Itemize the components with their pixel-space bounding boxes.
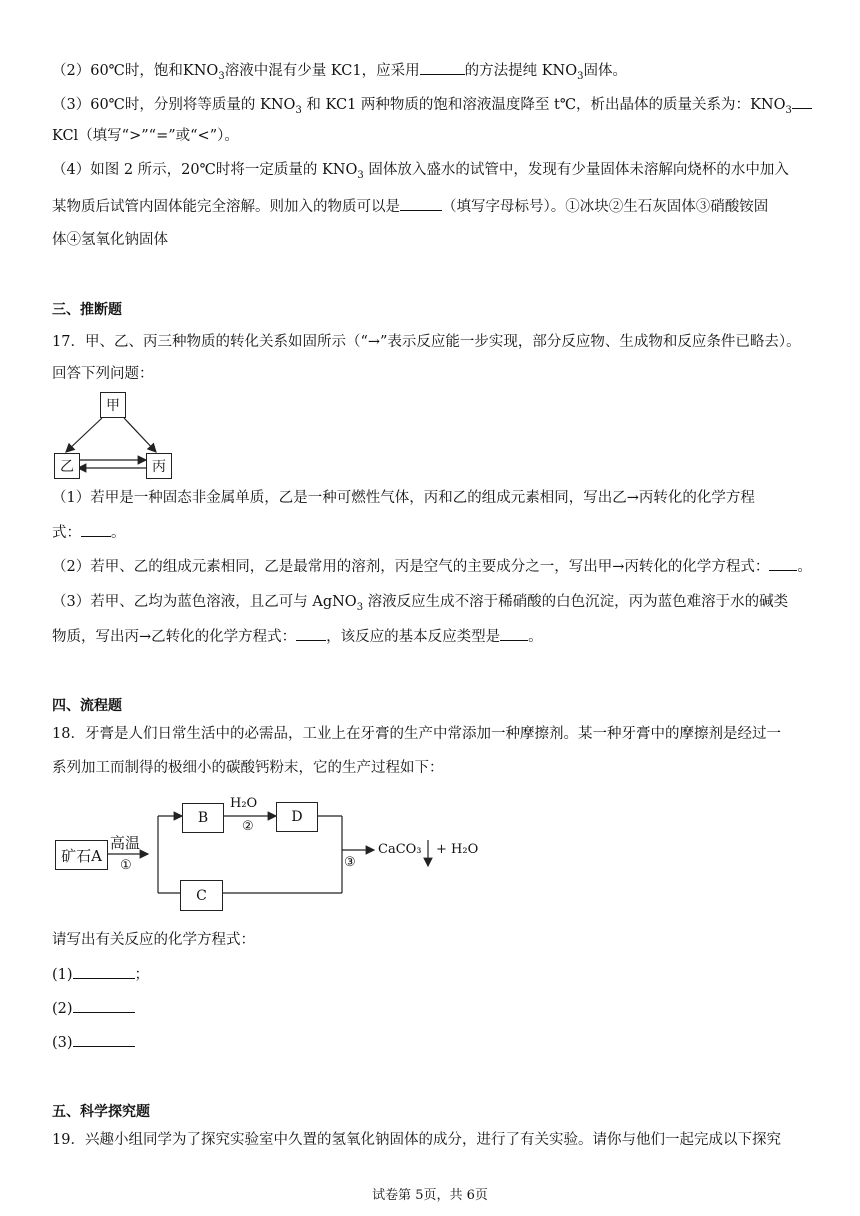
q18-intro-line1: 18．牙膏是人们日常生活中的必需品，工业上在牙膏的生产中常添加一种摩擦剂。某一种牙膏中的摩擦剂是经过一 xyxy=(52,726,781,742)
q19-intro: 19．兴趣小组同学为了探究实验室中久置的氢氧化钠固体的成分，进行了有关实验。请你与他们一起完成以下探究 xyxy=(52,1132,781,1148)
q16-part2: （2）60℃时，饱和$KNO_3$溶液中混有少量 KC1，应采用 的方法提纯 $KNO_3$固体。 xyxy=(52,60,627,81)
flow-node-d: D xyxy=(276,802,318,832)
flow-plus-water: + H₂O xyxy=(436,842,479,857)
q16-part3-line1: （3）60℃时，分别将等质量的 $KNO_3$ 和 KC1 两种物质的饱和溶液温度降至 t℃，析出晶体的质量关系为：$KNO_3$ xyxy=(52,94,812,115)
q18-answer-2: (2) xyxy=(52,998,135,1019)
node-yi: 乙 xyxy=(54,453,80,479)
flow-node-b: B xyxy=(182,803,224,833)
section-title-flow: 四、流程题 xyxy=(52,698,122,714)
flow-label-water: H₂O xyxy=(230,796,258,811)
q17-intro-line1: 17．甲、乙、丙三种物质的转化关系如固所示（“→”表示反应能一步实现，部分反应物、生成物和反应条件已略去）。 xyxy=(52,334,801,350)
answer-blank[interactable] xyxy=(73,964,135,979)
answer-blank[interactable] xyxy=(769,556,797,571)
flow-node-c: C xyxy=(180,880,223,911)
q18-answer-3: (3) xyxy=(52,1032,135,1053)
q16-part3-line2: KCl（填写“>”“=”或“<”）。 xyxy=(52,128,239,144)
q17-part1-line2: 式： 。 xyxy=(52,522,126,543)
q18-ask: 请写出有关反应的化学方程式： xyxy=(52,932,255,948)
section-title-inquiry: 五、科学探究题 xyxy=(52,1104,150,1120)
answer-blank[interactable] xyxy=(500,626,528,641)
q16-part4-line1: （4）如图 2 所示，20℃时将一定质量的 $KNO_3$ 固体放入盛水的试管中，发现有少量固体未溶解向烧杯的水中加入 xyxy=(52,162,789,181)
q16-part4-line2: 某物质后试管内固体能完全溶解。则加入的物质可以是 （填写字母标号）。①冰块②生石灰固体③硝酸铵固 xyxy=(52,196,768,217)
q17-part3-line2: 物质，写出丙→乙转化的化学方程式： ，该反应的基本反应类型是 。 xyxy=(52,626,543,647)
q17-part3-line1: （3）若甲、乙均为蓝色溶液，且乙可与 AgNO$_3$ 溶液反应生成不溶于稀硝酸的白色沉淀，丙为蓝色难溶于水的碱类 xyxy=(52,594,789,613)
flow-ore-a: 矿石A xyxy=(55,840,108,870)
q18-intro-line2: 系列加工而制得的极细小的碳酸钙粉末，它的生产过程如下： xyxy=(52,760,444,776)
q16-part4-line3: 体④氢氧化钠固体 xyxy=(52,232,168,248)
flow-product: CaCO₃ xyxy=(378,842,422,857)
flow-step-2: ② xyxy=(242,819,254,834)
answer-blank[interactable] xyxy=(73,998,135,1013)
flow-step-3: ③ xyxy=(344,855,356,870)
answer-blank[interactable] xyxy=(81,522,111,537)
answer-blank[interactable] xyxy=(73,1032,135,1047)
node-bing: 丙 xyxy=(146,453,172,479)
q17-part2: （2）若甲、乙的组成元素相同，乙是最常用的溶剂，丙是空气的主要成分之一，写出甲→丙转化的化学方程式： 。 xyxy=(52,556,812,577)
section-title-inference: 三、推断题 xyxy=(52,302,122,318)
answer-blank[interactable] xyxy=(296,626,326,641)
flow-step-1: ① xyxy=(120,858,132,873)
flow-label-heat: 高温 xyxy=(110,834,141,852)
q17-part1-line1: （1）若甲是一种固态非金属单质，乙是一种可燃性气体，丙和乙的组成元素相同，写出乙→丙转化的化学方程 xyxy=(52,490,755,506)
q18-answer-1: (1) ； xyxy=(52,964,149,985)
page-footer: 试卷第 5页，共 6页 xyxy=(372,1188,488,1203)
node-jia: 甲 xyxy=(100,392,126,418)
q17-intro-line2: 回答下列问题： xyxy=(52,366,154,382)
